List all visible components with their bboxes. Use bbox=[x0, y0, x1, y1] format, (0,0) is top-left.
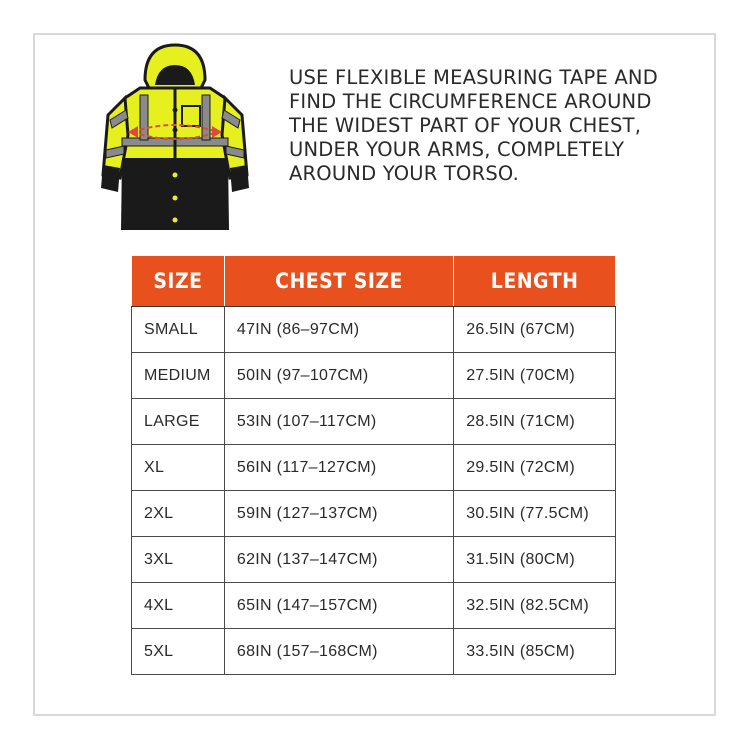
cell-length: 32.5IN (82.5CM) bbox=[454, 583, 616, 629]
cell-chest-size: 68IN (157–168CM) bbox=[224, 629, 453, 675]
table-header-row bbox=[132, 256, 616, 307]
cell-size: SMALL bbox=[132, 307, 225, 353]
cell-size: 2XL bbox=[132, 491, 225, 537]
table-row bbox=[132, 583, 616, 629]
table-row bbox=[132, 537, 616, 583]
cell-chest-size: 62IN (137–147CM) bbox=[224, 537, 453, 583]
cell-size: XL bbox=[132, 445, 225, 491]
cell-chest-size: 47IN (86–97CM) bbox=[224, 307, 453, 353]
cell-size: 3XL bbox=[132, 537, 225, 583]
cell-length: 27.5IN (70CM) bbox=[454, 353, 616, 399]
instruction-line: AROUND YOUR TORSO. bbox=[289, 162, 520, 185]
cell-length: 26.5IN (67CM) bbox=[454, 307, 616, 353]
cell-chest-size: 53IN (107–117CM) bbox=[224, 399, 453, 445]
hi-vis-rain-jacket-icon bbox=[100, 40, 250, 235]
table-row bbox=[132, 399, 616, 445]
header-length: LENGTH bbox=[454, 256, 616, 307]
cell-chest-size: 56IN (117–127CM) bbox=[224, 445, 453, 491]
cell-chest-size: 65IN (147–157CM) bbox=[224, 583, 453, 629]
cell-size: 5XL bbox=[132, 629, 225, 675]
cell-chest-size: 50IN (97–107CM) bbox=[224, 353, 453, 399]
instruction-line: UNDER YOUR ARMS, COMPLETELY bbox=[289, 138, 625, 161]
table-row bbox=[132, 353, 616, 399]
cell-length: 33.5IN (85CM) bbox=[454, 629, 616, 675]
table-row bbox=[132, 445, 616, 491]
cell-length: 28.5IN (71CM) bbox=[454, 399, 616, 445]
cell-length: 31.5IN (80CM) bbox=[454, 537, 616, 583]
table-row bbox=[132, 491, 616, 537]
cell-size: 4XL bbox=[132, 583, 225, 629]
cell-size: MEDIUM bbox=[132, 353, 225, 399]
cell-size: LARGE bbox=[132, 399, 225, 445]
cell-chest-size: 59IN (127–137CM) bbox=[224, 491, 453, 537]
size-chart-table bbox=[131, 255, 616, 675]
measuring-instructions bbox=[289, 66, 709, 186]
table-row bbox=[132, 307, 616, 353]
instruction-line: USE FLEXIBLE MEASURING TAPE AND bbox=[289, 66, 658, 89]
header-size: SIZE bbox=[132, 256, 225, 307]
header-chest-size: CHEST SIZE bbox=[224, 256, 453, 307]
instruction-line: FIND THE CIRCUMFERENCE AROUND bbox=[289, 90, 652, 113]
cell-length: 30.5IN (77.5CM) bbox=[454, 491, 616, 537]
cell-length: 29.5IN (72CM) bbox=[454, 445, 616, 491]
instruction-line: THE WIDEST PART OF YOUR CHEST, bbox=[289, 114, 642, 137]
table-row bbox=[132, 629, 616, 675]
